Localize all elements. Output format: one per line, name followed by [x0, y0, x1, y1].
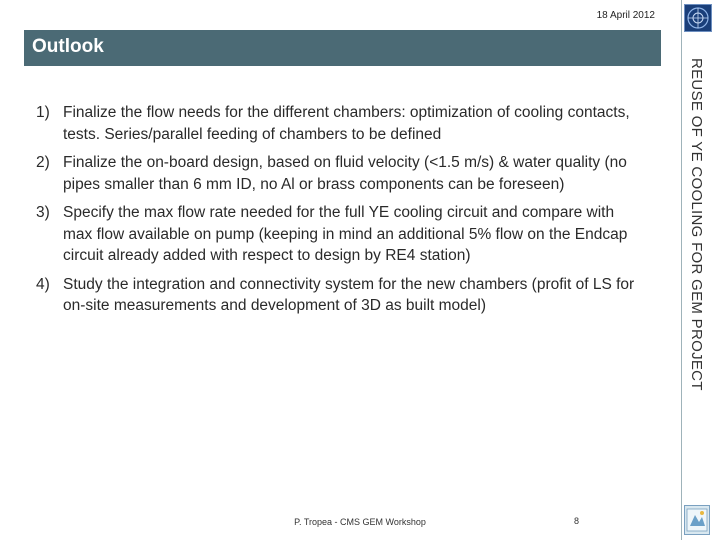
slide-date: 18 April 2012: [596, 10, 655, 21]
title-bar: [24, 30, 661, 66]
page-number: 8: [574, 516, 580, 526]
list-item: [36, 274, 636, 317]
item-text: Finalize the on-board design, based on fluid velocity (<1.5 m/s) & water quality (no pipes smaller than 6 mm ID, no Al or brass components can be foreseen): [63, 154, 627, 193]
item-text: Finalize the flow needs for the different chambers: optimization of cooling contacts, tests. Series/parallel feeding of chambers to be defined: [63, 104, 630, 143]
item-number: 4): [36, 275, 50, 293]
outlook-list: [36, 102, 636, 324]
slide-title: Outlook: [32, 36, 104, 57]
item-text: Specify the max flow rate needed for the full YE cooling circuit and compare with max flow available on pump (keeping in mind an additional 5% flow on the Endcap circuit already added with respect to design by RE4 station): [63, 204, 628, 264]
list-item: [36, 152, 636, 195]
list-item: [36, 202, 636, 267]
item-number: 3): [36, 204, 50, 221]
side-label: REUSE OF YE COOLING FOR GEM PROJECT: [688, 58, 705, 391]
footer-author: P. Tropea - CMS GEM Workshop: [294, 517, 426, 527]
cern-logo-icon: [684, 505, 710, 535]
item-text: Study the integration and connectivity system for the new chambers (profit of LS for on-site measurements and development of 3D as built model): [63, 275, 635, 314]
side-divider: [681, 0, 682, 540]
cms-logo-icon: [684, 4, 712, 32]
item-number: 2): [36, 154, 50, 171]
item-number: 1): [36, 104, 50, 121]
list-item: [36, 102, 636, 145]
